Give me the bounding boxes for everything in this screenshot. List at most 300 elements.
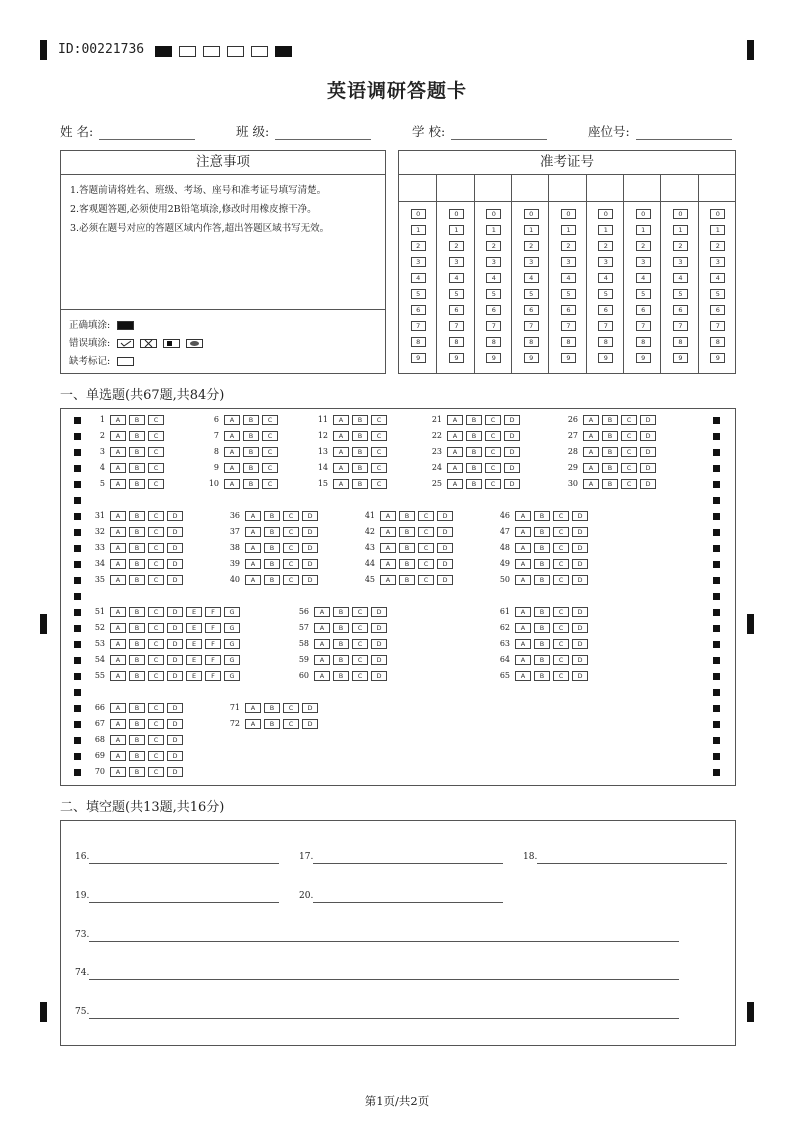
exam-digit-bubble[interactable]: 0 bbox=[636, 209, 651, 219]
option-bubble-d[interactable]: D bbox=[167, 511, 183, 521]
exam-digit-bubble[interactable]: 0 bbox=[673, 209, 688, 219]
option-bubble-b[interactable]: B bbox=[534, 607, 550, 617]
field-seat[interactable] bbox=[588, 122, 732, 140]
option-bubble-a[interactable]: A bbox=[380, 527, 396, 537]
option-bubble-a[interactable]: A bbox=[333, 431, 349, 441]
option-bubble-b[interactable]: B bbox=[602, 415, 618, 425]
option-bubble-b[interactable]: B bbox=[352, 463, 368, 473]
field-school[interactable] bbox=[412, 122, 547, 140]
option-bubble-b[interactable]: B bbox=[466, 479, 482, 489]
option-bubble-a[interactable]: A bbox=[515, 671, 531, 681]
exam-digit-bubble[interactable]: 3 bbox=[524, 257, 539, 267]
exam-digit-bubble[interactable]: 5 bbox=[710, 289, 725, 299]
option-bubble-a[interactable]: A bbox=[583, 479, 599, 489]
blank-line[interactable] bbox=[89, 902, 279, 903]
option-bubble-c[interactable]: C bbox=[148, 719, 164, 729]
option-bubble-c[interactable]: C bbox=[553, 575, 569, 585]
option-bubble-a[interactable]: A bbox=[333, 447, 349, 457]
exam-digit-bubble[interactable]: 6 bbox=[524, 305, 539, 315]
option-bubble-a[interactable]: A bbox=[110, 431, 126, 441]
option-bubble-c[interactable]: C bbox=[148, 463, 164, 473]
option-bubble-b[interactable]: B bbox=[534, 655, 550, 665]
option-bubble-c[interactable]: C bbox=[262, 415, 278, 425]
exam-digit-bubble[interactable]: 1 bbox=[449, 225, 464, 235]
option-bubble-b[interactable]: B bbox=[352, 447, 368, 457]
option-bubble-b[interactable]: B bbox=[534, 511, 550, 521]
option-bubble-a[interactable]: A bbox=[515, 559, 531, 569]
exam-digit-bubble[interactable]: 4 bbox=[561, 273, 576, 283]
option-bubble-a[interactable]: A bbox=[110, 671, 126, 681]
option-bubble-c[interactable]: C bbox=[352, 639, 368, 649]
option-bubble-c[interactable]: C bbox=[148, 479, 164, 489]
exam-digit-bubble[interactable]: 0 bbox=[598, 209, 613, 219]
exam-digit-bubble[interactable]: 0 bbox=[411, 209, 426, 219]
blank-line[interactable] bbox=[89, 979, 679, 980]
option-bubble-b[interactable]: B bbox=[129, 703, 145, 713]
exam-digit-bubble[interactable]: 0 bbox=[449, 209, 464, 219]
exam-digit-bubble[interactable]: 6 bbox=[673, 305, 688, 315]
option-bubble-d[interactable]: D bbox=[572, 559, 588, 569]
option-bubble-d[interactable]: D bbox=[640, 479, 656, 489]
option-bubble-b[interactable]: B bbox=[129, 623, 145, 633]
option-bubble-d[interactable]: D bbox=[572, 655, 588, 665]
exam-digit-bubble[interactable]: 3 bbox=[561, 257, 576, 267]
option-bubble-c[interactable]: C bbox=[262, 479, 278, 489]
exam-digit-bubble[interactable]: 3 bbox=[673, 257, 688, 267]
exam-digit-bubble[interactable]: 8 bbox=[561, 337, 576, 347]
option-bubble-c[interactable]: C bbox=[352, 655, 368, 665]
option-bubble-a[interactable]: A bbox=[110, 447, 126, 457]
option-bubble-e[interactable]: E bbox=[186, 671, 202, 681]
option-bubble-c[interactable]: C bbox=[371, 431, 387, 441]
option-bubble-c[interactable]: C bbox=[371, 447, 387, 457]
option-bubble-e[interactable]: E bbox=[186, 655, 202, 665]
option-bubble-c[interactable]: C bbox=[148, 415, 164, 425]
option-bubble-d[interactable]: D bbox=[167, 559, 183, 569]
option-bubble-c[interactable]: C bbox=[553, 671, 569, 681]
option-bubble-d[interactable]: D bbox=[572, 607, 588, 617]
option-bubble-c[interactable]: C bbox=[371, 479, 387, 489]
option-bubble-b[interactable]: B bbox=[129, 735, 145, 745]
option-bubble-d[interactable]: D bbox=[572, 527, 588, 537]
option-bubble-c[interactable]: C bbox=[148, 767, 164, 777]
exam-digit-bubble[interactable]: 8 bbox=[673, 337, 688, 347]
option-bubble-d[interactable]: D bbox=[167, 767, 183, 777]
exam-digit-bubble[interactable]: 8 bbox=[710, 337, 725, 347]
option-bubble-c[interactable]: C bbox=[418, 511, 434, 521]
seat-line[interactable] bbox=[636, 127, 732, 140]
option-bubble-d[interactable]: D bbox=[167, 719, 183, 729]
option-bubble-c[interactable]: C bbox=[148, 655, 164, 665]
option-bubble-d[interactable]: D bbox=[572, 543, 588, 553]
option-bubble-d[interactable]: D bbox=[640, 415, 656, 425]
option-bubble-c[interactable]: C bbox=[148, 623, 164, 633]
option-bubble-a[interactable]: A bbox=[447, 479, 463, 489]
option-bubble-a[interactable]: A bbox=[224, 447, 240, 457]
option-bubble-a[interactable]: A bbox=[314, 671, 330, 681]
exam-digit-bubble[interactable]: 1 bbox=[710, 225, 725, 235]
option-bubble-a[interactable]: A bbox=[110, 559, 126, 569]
option-bubble-b[interactable]: B bbox=[129, 767, 145, 777]
option-bubble-d[interactable]: D bbox=[640, 463, 656, 473]
exam-digit-bubble[interactable]: 6 bbox=[598, 305, 613, 315]
option-bubble-c[interactable]: C bbox=[485, 447, 501, 457]
option-bubble-b[interactable]: B bbox=[399, 559, 415, 569]
option-bubble-d[interactable]: D bbox=[167, 527, 183, 537]
option-bubble-c[interactable]: C bbox=[148, 575, 164, 585]
exam-digit-bubble[interactable]: 4 bbox=[598, 273, 613, 283]
exam-digit-bubble[interactable]: 7 bbox=[449, 321, 464, 331]
exam-digit-bubble[interactable]: 4 bbox=[636, 273, 651, 283]
option-bubble-c[interactable]: C bbox=[283, 511, 299, 521]
option-bubble-a[interactable]: A bbox=[515, 655, 531, 665]
option-bubble-b[interactable]: B bbox=[399, 575, 415, 585]
blank-line[interactable] bbox=[89, 1018, 679, 1019]
exam-digit-bubble[interactable]: 7 bbox=[710, 321, 725, 331]
option-bubble-a[interactable]: A bbox=[110, 767, 126, 777]
option-bubble-d[interactable]: D bbox=[437, 511, 453, 521]
option-bubble-b[interactable]: B bbox=[243, 415, 259, 425]
option-bubble-c[interactable]: C bbox=[283, 719, 299, 729]
option-bubble-b[interactable]: B bbox=[602, 479, 618, 489]
option-bubble-d[interactable]: D bbox=[504, 447, 520, 457]
option-bubble-b[interactable]: B bbox=[466, 447, 482, 457]
option-bubble-d[interactable]: D bbox=[371, 655, 387, 665]
option-bubble-d[interactable]: D bbox=[504, 415, 520, 425]
option-bubble-a[interactable]: A bbox=[110, 527, 126, 537]
exam-digit-bubble[interactable]: 2 bbox=[673, 241, 688, 251]
option-bubble-c[interactable]: C bbox=[418, 559, 434, 569]
exam-digit-bubble[interactable]: 3 bbox=[411, 257, 426, 267]
exam-digit-bubble[interactable]: 6 bbox=[411, 305, 426, 315]
option-bubble-c[interactable]: C bbox=[553, 639, 569, 649]
option-bubble-d[interactable]: D bbox=[640, 431, 656, 441]
option-bubble-d[interactable]: D bbox=[371, 671, 387, 681]
option-bubble-b[interactable]: B bbox=[534, 527, 550, 537]
option-bubble-c[interactable]: C bbox=[553, 543, 569, 553]
option-bubble-c[interactable]: C bbox=[485, 479, 501, 489]
option-bubble-a[interactable]: A bbox=[110, 751, 126, 761]
option-bubble-d[interactable]: D bbox=[504, 431, 520, 441]
option-bubble-b[interactable]: B bbox=[534, 575, 550, 585]
option-bubble-a[interactable]: A bbox=[515, 543, 531, 553]
option-bubble-c[interactable]: C bbox=[148, 751, 164, 761]
exam-digit-bubble[interactable]: 0 bbox=[524, 209, 539, 219]
option-bubble-a[interactable]: A bbox=[224, 479, 240, 489]
option-bubble-g[interactable]: G bbox=[224, 671, 240, 681]
exam-digit-bubble[interactable]: 8 bbox=[411, 337, 426, 347]
blank-line[interactable] bbox=[89, 941, 679, 942]
option-bubble-a[interactable]: A bbox=[110, 511, 126, 521]
blank-line[interactable] bbox=[313, 902, 503, 903]
exam-digit-bubble[interactable]: 9 bbox=[411, 353, 426, 363]
exam-digit-bubble[interactable]: 9 bbox=[673, 353, 688, 363]
option-bubble-a[interactable]: A bbox=[515, 639, 531, 649]
option-bubble-d[interactable]: D bbox=[640, 447, 656, 457]
exam-digit-bubble[interactable]: 7 bbox=[524, 321, 539, 331]
option-bubble-d[interactable]: D bbox=[167, 607, 183, 617]
exam-digit-write-box[interactable] bbox=[475, 175, 512, 202]
option-bubble-d[interactable]: D bbox=[572, 575, 588, 585]
option-bubble-a[interactable]: A bbox=[515, 527, 531, 537]
exam-digit-bubble[interactable]: 5 bbox=[449, 289, 464, 299]
class-line[interactable] bbox=[275, 127, 371, 140]
option-bubble-b[interactable]: B bbox=[264, 575, 280, 585]
option-bubble-b[interactable]: B bbox=[534, 559, 550, 569]
exam-digit-bubble[interactable]: 7 bbox=[486, 321, 501, 331]
option-bubble-c[interactable]: C bbox=[418, 543, 434, 553]
exam-digit-bubble[interactable]: 2 bbox=[486, 241, 501, 251]
option-bubble-a[interactable]: A bbox=[314, 639, 330, 649]
option-bubble-a[interactable]: A bbox=[110, 463, 126, 473]
option-bubble-a[interactable]: A bbox=[583, 431, 599, 441]
option-bubble-b[interactable]: B bbox=[534, 671, 550, 681]
option-bubble-b[interactable]: B bbox=[129, 431, 145, 441]
option-bubble-a[interactable]: A bbox=[583, 415, 599, 425]
exam-digit-bubble[interactable]: 3 bbox=[598, 257, 613, 267]
option-bubble-e[interactable]: E bbox=[186, 639, 202, 649]
option-bubble-a[interactable]: A bbox=[110, 639, 126, 649]
option-bubble-a[interactable]: A bbox=[110, 655, 126, 665]
exam-digit-bubble[interactable]: 1 bbox=[486, 225, 501, 235]
exam-digit-bubble[interactable]: 6 bbox=[636, 305, 651, 315]
option-bubble-d[interactable]: D bbox=[371, 607, 387, 617]
option-bubble-a[interactable]: A bbox=[110, 607, 126, 617]
option-bubble-d[interactable]: D bbox=[437, 527, 453, 537]
option-bubble-g[interactable]: G bbox=[224, 639, 240, 649]
option-bubble-c[interactable]: C bbox=[148, 511, 164, 521]
option-bubble-g[interactable]: G bbox=[224, 655, 240, 665]
option-bubble-d[interactable]: D bbox=[302, 559, 318, 569]
option-bubble-c[interactable]: C bbox=[283, 575, 299, 585]
option-bubble-c[interactable]: C bbox=[553, 655, 569, 665]
option-bubble-d[interactable]: D bbox=[167, 751, 183, 761]
option-bubble-a[interactable]: A bbox=[110, 623, 126, 633]
option-bubble-f[interactable]: F bbox=[205, 671, 221, 681]
exam-digit-bubble[interactable]: 7 bbox=[598, 321, 613, 331]
option-bubble-a[interactable]: A bbox=[314, 607, 330, 617]
option-bubble-d[interactable]: D bbox=[302, 703, 318, 713]
option-bubble-a[interactable]: A bbox=[245, 543, 261, 553]
exam-digit-bubble[interactable]: 0 bbox=[710, 209, 725, 219]
exam-digit-bubble[interactable]: 1 bbox=[673, 225, 688, 235]
option-bubble-b[interactable]: B bbox=[129, 751, 145, 761]
option-bubble-b[interactable]: B bbox=[602, 431, 618, 441]
option-bubble-b[interactable]: B bbox=[243, 447, 259, 457]
option-bubble-b[interactable]: B bbox=[243, 431, 259, 441]
exam-digit-bubble[interactable]: 4 bbox=[673, 273, 688, 283]
exam-digit-bubble[interactable]: 7 bbox=[673, 321, 688, 331]
option-bubble-c[interactable]: C bbox=[148, 431, 164, 441]
exam-digit-bubble[interactable]: 8 bbox=[598, 337, 613, 347]
option-bubble-a[interactable]: A bbox=[380, 543, 396, 553]
exam-digit-bubble[interactable]: 5 bbox=[561, 289, 576, 299]
option-bubble-a[interactable]: A bbox=[515, 623, 531, 633]
option-bubble-c[interactable]: C bbox=[553, 559, 569, 569]
option-bubble-c[interactable]: C bbox=[621, 447, 637, 457]
option-bubble-b[interactable]: B bbox=[333, 623, 349, 633]
option-bubble-b[interactable]: B bbox=[264, 543, 280, 553]
option-bubble-b[interactable]: B bbox=[264, 719, 280, 729]
option-bubble-c[interactable]: C bbox=[621, 415, 637, 425]
option-bubble-d[interactable]: D bbox=[167, 623, 183, 633]
option-bubble-b[interactable]: B bbox=[264, 703, 280, 713]
option-bubble-e[interactable]: E bbox=[186, 623, 202, 633]
option-bubble-a[interactable]: A bbox=[110, 703, 126, 713]
exam-digit-write-box[interactable] bbox=[587, 175, 624, 202]
exam-digit-bubble[interactable]: 9 bbox=[561, 353, 576, 363]
option-bubble-a[interactable]: A bbox=[333, 479, 349, 489]
option-bubble-d[interactable]: D bbox=[371, 623, 387, 633]
option-bubble-c[interactable]: C bbox=[371, 463, 387, 473]
option-bubble-b[interactable]: B bbox=[129, 719, 145, 729]
exam-digit-bubble[interactable]: 5 bbox=[486, 289, 501, 299]
option-bubble-a[interactable]: A bbox=[447, 431, 463, 441]
option-bubble-g[interactable]: G bbox=[224, 607, 240, 617]
option-bubble-e[interactable]: E bbox=[186, 607, 202, 617]
exam-digit-write-box[interactable] bbox=[661, 175, 698, 202]
exam-digit-bubble[interactable]: 8 bbox=[524, 337, 539, 347]
exam-digit-bubble[interactable]: 7 bbox=[561, 321, 576, 331]
exam-digit-bubble[interactable]: 9 bbox=[598, 353, 613, 363]
exam-digit-bubble[interactable]: 4 bbox=[449, 273, 464, 283]
option-bubble-c[interactable]: C bbox=[148, 639, 164, 649]
option-bubble-b[interactable]: B bbox=[602, 447, 618, 457]
option-bubble-a[interactable]: A bbox=[333, 463, 349, 473]
exam-digit-bubble[interactable]: 9 bbox=[710, 353, 725, 363]
exam-digit-bubble[interactable]: 0 bbox=[486, 209, 501, 219]
option-bubble-a[interactable]: A bbox=[245, 511, 261, 521]
option-bubble-c[interactable]: C bbox=[621, 431, 637, 441]
option-bubble-d[interactable]: D bbox=[302, 543, 318, 553]
option-bubble-a[interactable]: A bbox=[110, 719, 126, 729]
option-bubble-c[interactable]: C bbox=[283, 527, 299, 537]
option-bubble-b[interactable]: B bbox=[129, 639, 145, 649]
option-bubble-b[interactable]: B bbox=[129, 559, 145, 569]
exam-digit-bubble[interactable]: 2 bbox=[449, 241, 464, 251]
option-bubble-a[interactable]: A bbox=[380, 575, 396, 585]
option-bubble-a[interactable]: A bbox=[314, 655, 330, 665]
option-bubble-b[interactable]: B bbox=[534, 543, 550, 553]
option-bubble-b[interactable]: B bbox=[129, 655, 145, 665]
exam-digit-bubble[interactable]: 9 bbox=[636, 353, 651, 363]
option-bubble-b[interactable]: B bbox=[129, 415, 145, 425]
exam-digit-bubble[interactable]: 5 bbox=[598, 289, 613, 299]
option-bubble-a[interactable]: A bbox=[380, 559, 396, 569]
option-bubble-b[interactable]: B bbox=[352, 479, 368, 489]
exam-digit-bubble[interactable]: 2 bbox=[561, 241, 576, 251]
option-bubble-d[interactable]: D bbox=[302, 719, 318, 729]
option-bubble-a[interactable]: A bbox=[110, 575, 126, 585]
option-bubble-b[interactable]: B bbox=[264, 511, 280, 521]
exam-digit-bubble[interactable]: 8 bbox=[636, 337, 651, 347]
option-bubble-b[interactable]: B bbox=[129, 511, 145, 521]
exam-digit-bubble[interactable]: 1 bbox=[636, 225, 651, 235]
field-class[interactable] bbox=[236, 122, 371, 140]
option-bubble-d[interactable]: D bbox=[302, 527, 318, 537]
exam-digit-bubble[interactable]: 3 bbox=[486, 257, 501, 267]
option-bubble-a[interactable]: A bbox=[245, 575, 261, 585]
option-bubble-b[interactable]: B bbox=[534, 639, 550, 649]
option-bubble-b[interactable]: B bbox=[333, 655, 349, 665]
exam-digit-write-box[interactable] bbox=[512, 175, 549, 202]
exam-digit-bubble[interactable]: 6 bbox=[710, 305, 725, 315]
exam-digit-bubble[interactable]: 2 bbox=[710, 241, 725, 251]
option-bubble-f[interactable]: F bbox=[205, 607, 221, 617]
exam-digit-bubble[interactable]: 1 bbox=[524, 225, 539, 235]
option-bubble-a[interactable]: A bbox=[110, 415, 126, 425]
option-bubble-a[interactable]: A bbox=[110, 479, 126, 489]
exam-digit-bubble[interactable]: 6 bbox=[486, 305, 501, 315]
option-bubble-c[interactable]: C bbox=[262, 431, 278, 441]
option-bubble-b[interactable]: B bbox=[466, 415, 482, 425]
option-bubble-d[interactable]: D bbox=[437, 559, 453, 569]
exam-digit-bubble[interactable]: 3 bbox=[636, 257, 651, 267]
option-bubble-c[interactable]: C bbox=[553, 623, 569, 633]
option-bubble-g[interactable]: G bbox=[224, 623, 240, 633]
option-bubble-a[interactable]: A bbox=[224, 415, 240, 425]
exam-digit-write-box[interactable] bbox=[399, 175, 436, 202]
option-bubble-d[interactable]: D bbox=[167, 735, 183, 745]
option-bubble-d[interactable]: D bbox=[302, 511, 318, 521]
option-bubble-a[interactable]: A bbox=[515, 607, 531, 617]
exam-digit-bubble[interactable]: 5 bbox=[524, 289, 539, 299]
option-bubble-a[interactable]: A bbox=[515, 575, 531, 585]
exam-digit-bubble[interactable]: 1 bbox=[598, 225, 613, 235]
exam-digit-bubble[interactable]: 1 bbox=[561, 225, 576, 235]
option-bubble-d[interactable]: D bbox=[167, 671, 183, 681]
exam-digit-bubble[interactable]: 7 bbox=[411, 321, 426, 331]
exam-digit-write-box[interactable] bbox=[624, 175, 661, 202]
absent-box[interactable] bbox=[117, 357, 134, 366]
option-bubble-b[interactable]: B bbox=[243, 479, 259, 489]
option-bubble-d[interactable]: D bbox=[572, 623, 588, 633]
option-bubble-b[interactable]: B bbox=[129, 527, 145, 537]
option-bubble-c[interactable]: C bbox=[148, 543, 164, 553]
exam-digit-bubble[interactable]: 1 bbox=[411, 225, 426, 235]
option-bubble-f[interactable]: F bbox=[205, 655, 221, 665]
exam-digit-bubble[interactable]: 2 bbox=[524, 241, 539, 251]
option-bubble-d[interactable]: D bbox=[167, 575, 183, 585]
option-bubble-b[interactable]: B bbox=[129, 607, 145, 617]
option-bubble-a[interactable]: A bbox=[447, 447, 463, 457]
option-bubble-a[interactable]: A bbox=[245, 527, 261, 537]
option-bubble-a[interactable]: A bbox=[583, 463, 599, 473]
exam-digit-bubble[interactable]: 4 bbox=[411, 273, 426, 283]
option-bubble-a[interactable]: A bbox=[583, 447, 599, 457]
option-bubble-b[interactable]: B bbox=[333, 639, 349, 649]
option-bubble-c[interactable]: C bbox=[148, 735, 164, 745]
option-bubble-b[interactable]: B bbox=[243, 463, 259, 473]
option-bubble-c[interactable]: C bbox=[553, 607, 569, 617]
option-bubble-a[interactable]: A bbox=[224, 463, 240, 473]
option-bubble-c[interactable]: C bbox=[148, 447, 164, 457]
exam-digit-bubble[interactable]: 2 bbox=[411, 241, 426, 251]
exam-digit-write-box[interactable] bbox=[437, 175, 474, 202]
option-bubble-d[interactable]: D bbox=[504, 479, 520, 489]
option-bubble-c[interactable]: C bbox=[148, 671, 164, 681]
exam-digit-bubble[interactable]: 8 bbox=[449, 337, 464, 347]
option-bubble-c[interactable]: C bbox=[352, 623, 368, 633]
exam-digit-bubble[interactable]: 5 bbox=[673, 289, 688, 299]
option-bubble-b[interactable]: B bbox=[264, 527, 280, 537]
option-bubble-c[interactable]: C bbox=[621, 463, 637, 473]
option-bubble-a[interactable]: A bbox=[110, 543, 126, 553]
option-bubble-b[interactable]: B bbox=[129, 543, 145, 553]
option-bubble-a[interactable]: A bbox=[245, 559, 261, 569]
option-bubble-b[interactable]: B bbox=[129, 479, 145, 489]
exam-digit-bubble[interactable]: 6 bbox=[449, 305, 464, 315]
